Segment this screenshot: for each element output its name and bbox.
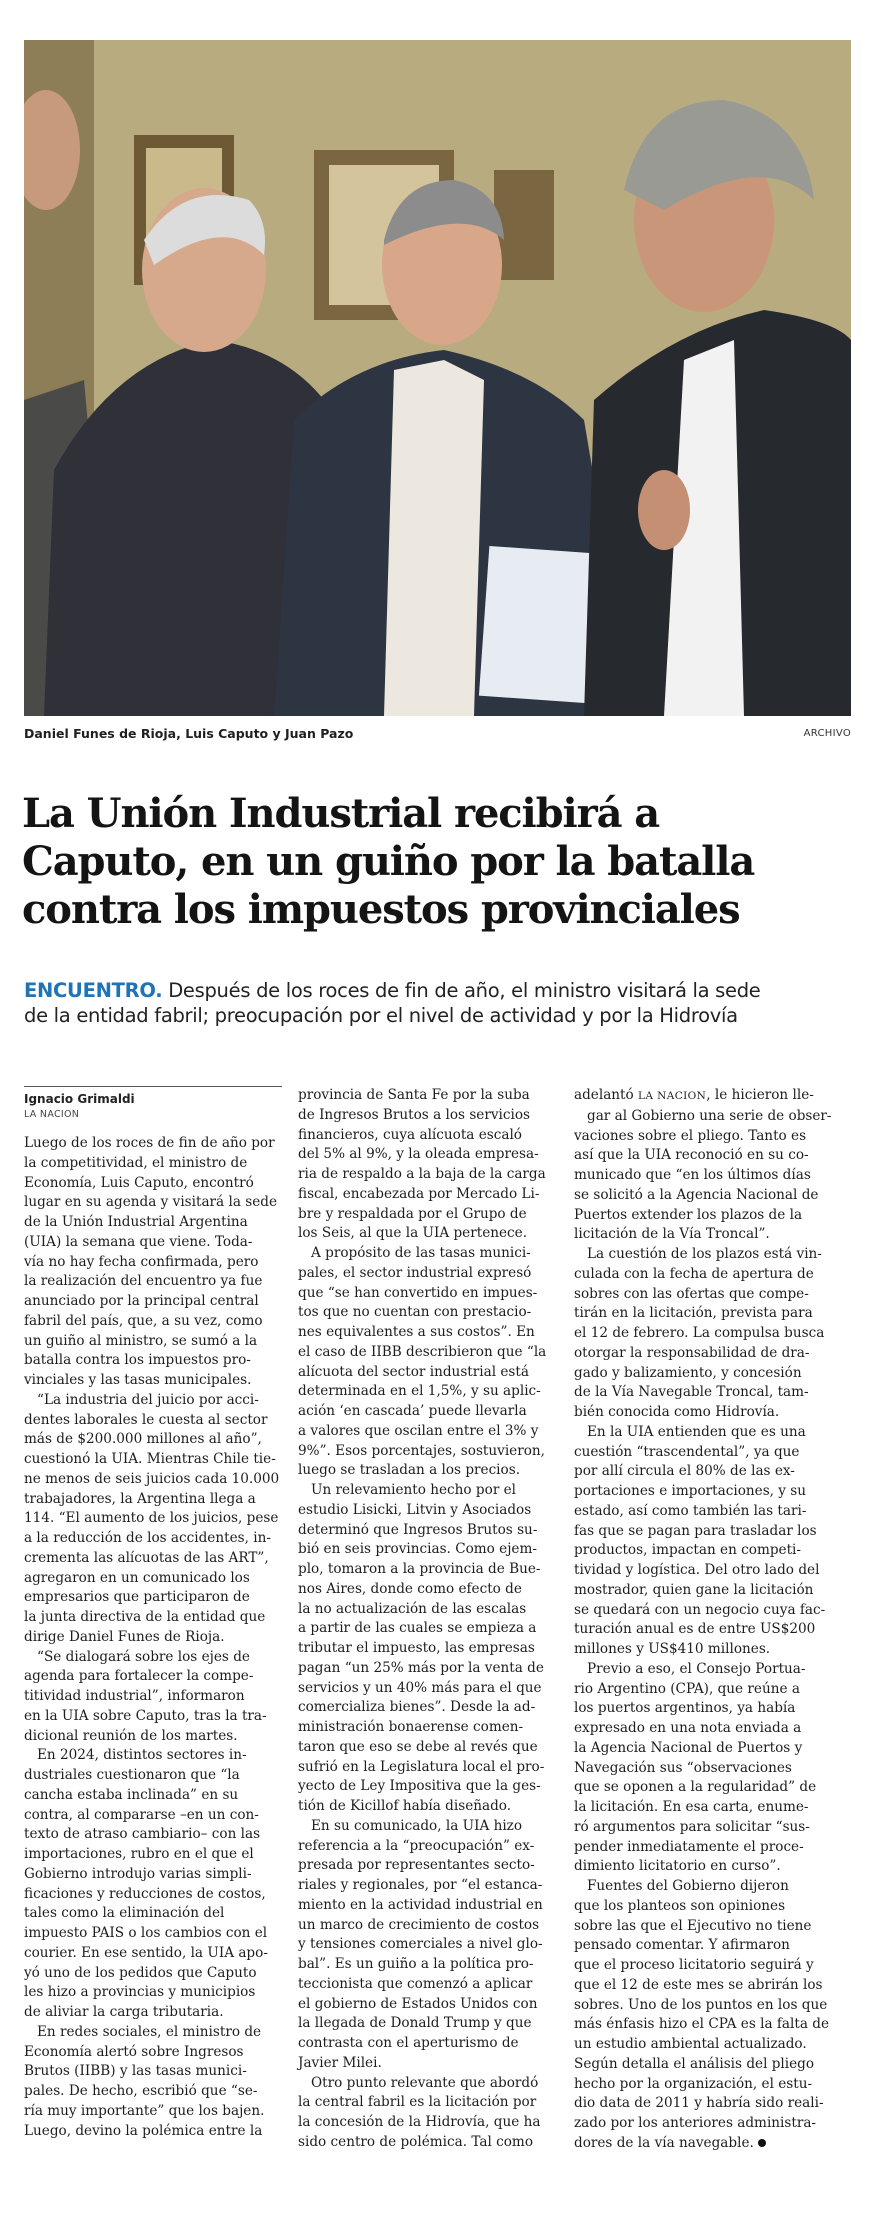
article-column-1 bbox=[24, 1086, 282, 2141]
article-line: dirige Daniel Funes de Rioja. bbox=[24, 1628, 225, 1645]
article-line: provincia de Santa Fe por la suba bbox=[298, 1087, 530, 1103]
article-line: tributar el impuesto, las empresas bbox=[298, 1640, 535, 1656]
article-line: fiscal, encabezada por Mercado Li- bbox=[298, 1185, 540, 1202]
article-line: que los planteos son opiniones bbox=[574, 1897, 786, 1914]
article-line: el gobierno de Estados Unidos con bbox=[298, 1995, 538, 2012]
article-line: nos Aires, donde como efecto de bbox=[298, 1580, 522, 1597]
article-line: pales, el sector industrial expresó bbox=[298, 1264, 532, 1281]
article-line: Economía, Luis Caputo, encontró bbox=[24, 1174, 254, 1191]
article-line: y tensiones comerciales a nivel glo- bbox=[298, 1936, 543, 1953]
article-line: fabril del país, que, a su vez, como bbox=[24, 1312, 263, 1329]
article-line: 114. “El aumento de los juicios, pese bbox=[24, 1510, 279, 1527]
article-line: sido centro de polémica. Tal como bbox=[298, 2133, 534, 2150]
article-line: tirán en la licitación, prevista para bbox=[574, 1305, 813, 1322]
article-line: pagan “un 25% más por la venta de bbox=[298, 1659, 544, 1676]
article-line: luego se trasladan a los precios. bbox=[298, 1462, 521, 1479]
article-line: Otro punto relevante que abordó bbox=[311, 2074, 539, 2091]
article-line: millones y US$410 millones. bbox=[574, 1641, 771, 1657]
article-line: turación anual es de entre US$200 bbox=[574, 1621, 816, 1638]
article-line: la licitación. En esa carta, enume- bbox=[574, 1799, 809, 1815]
article-line: vaciones sobre el pliego. Tanto es bbox=[574, 1127, 807, 1144]
article-line: estado, así como también las tari- bbox=[574, 1502, 807, 1519]
article-line: más énfasis hizo el CPA es la falta de bbox=[574, 2016, 830, 2033]
article-line: la no actualización de las escalas bbox=[298, 1600, 527, 1617]
article-line: teccionista que comenzó a aplicar bbox=[298, 1975, 533, 1992]
article-line: ría muy importante” que los bajen. bbox=[24, 2102, 265, 2119]
article-line: crementa las alícuotas de las ART”, bbox=[24, 1549, 269, 1566]
article-paragraph bbox=[574, 1423, 832, 1660]
article-line: ficaciones y reducciones de costos, bbox=[24, 1885, 266, 1902]
article-line: importaciones, rubro en el que el bbox=[24, 1846, 254, 1862]
headline-line: La Unión Industrial recibirá a bbox=[22, 790, 660, 837]
article-line: 9%”. Esos porcentajes, sostuvieron, bbox=[298, 1442, 545, 1459]
article-line: Economía alertó sobre Ingresos bbox=[24, 2043, 244, 2060]
wall-frame bbox=[494, 170, 554, 280]
end-of-article-mark bbox=[758, 2139, 766, 2147]
article-line: por allí circula el 80% de las ex- bbox=[574, 1463, 795, 1480]
article-line: que “se han convertido en impues- bbox=[298, 1284, 538, 1301]
headline bbox=[22, 790, 852, 934]
article-line: courier. En ese sentido, la UIA apo- bbox=[24, 1944, 268, 1961]
article-line: sufrió en la Legislatura local el pro- bbox=[298, 1758, 545, 1775]
article-line: dio data de 2011 y habría sido reali- bbox=[574, 2095, 824, 2112]
article-line: bió en seis provincias. Como ejem- bbox=[298, 1541, 537, 1558]
article-line: municado que “en los últimos días bbox=[574, 1167, 811, 1183]
headline-line: contra los impuestos provinciales bbox=[22, 886, 740, 933]
article-paragraph bbox=[24, 1134, 282, 1391]
article-line: portaciones e importaciones, y su bbox=[574, 1483, 807, 1499]
article-paragraph bbox=[24, 1391, 282, 1648]
article-line: a partir de las cuales se empieza a bbox=[298, 1620, 537, 1637]
article-line: a la reducción de los accidentes, in- bbox=[24, 1530, 271, 1546]
article-line: la competitividad, el ministro de bbox=[24, 1154, 248, 1171]
article-line: ria de respaldo a la baja de la carga bbox=[298, 1166, 546, 1182]
article-line: tales como la eliminación del bbox=[24, 1905, 225, 1922]
headline-line: Caputo, en un guiño por la batalla bbox=[22, 838, 755, 885]
article-line: fas que se pagan para trasladar los bbox=[574, 1522, 817, 1539]
article-line: les hizo a provincias y municipios bbox=[24, 1984, 256, 2001]
article-column-3 bbox=[574, 1086, 832, 2154]
article-paragraph bbox=[24, 2023, 282, 2142]
article-line: dentes laborales le cuesta al sector bbox=[24, 1411, 268, 1428]
article-line: la concesión de la Hidrovía, que ha bbox=[298, 2114, 541, 2130]
article-line: yecto de Ley Impositiva que la ges- bbox=[298, 1778, 541, 1795]
article-line: En su comunicado, la UIA hizo bbox=[311, 1817, 523, 1834]
article-line: de Ingresos Brutos a los servicios bbox=[298, 1106, 531, 1123]
article-line: la Agencia Nacional de Puertos y bbox=[574, 1739, 803, 1756]
article-line: otorgar la responsabilidad de dra- bbox=[574, 1344, 810, 1361]
article-line: bal”. Es un guiño a la política pro- bbox=[298, 1956, 534, 1972]
article-line: tión de Kicillof había diseñado. bbox=[298, 1798, 512, 1814]
article-line: Brutos (IIBB) y las tasas munici- bbox=[24, 2063, 247, 2080]
article-paragraph bbox=[298, 1086, 556, 1244]
article-line: un marco de crecimiento de costos bbox=[298, 1916, 540, 1933]
article-line: cancha estaba inclinada” en su bbox=[24, 1786, 239, 1803]
article-line: gado y balizamiento, y concesión bbox=[574, 1364, 802, 1381]
article-line: sobre las que el Ejecutivo no tiene bbox=[574, 1917, 812, 1934]
article-line: los puertos argentinos, ya había bbox=[574, 1700, 796, 1717]
article-line: dimiento licitatorio en curso”. bbox=[574, 1858, 781, 1875]
article-line: Según detalla el análisis del pliego bbox=[574, 2055, 815, 2072]
article-line: La cuestión de los plazos está vin- bbox=[587, 1246, 822, 1262]
article-line: miento en la actividad industrial en bbox=[298, 1896, 543, 1913]
article-line: bre y respaldada por el Grupo de bbox=[298, 1205, 527, 1222]
article-line: En redes sociales, el ministro de bbox=[37, 2023, 262, 2040]
article-line: texto de atraso cambiario– con las bbox=[24, 1826, 261, 1843]
article-line: dustriales cuestionaron que “la bbox=[24, 1767, 240, 1783]
article-line: determinó que Ingresos Brutos su- bbox=[298, 1521, 538, 1538]
article-line: que se oponen a la regularidad” de bbox=[574, 1779, 817, 1796]
article-column-2 bbox=[298, 1086, 556, 2153]
article-paragraph bbox=[574, 1660, 832, 1877]
article-line: a valores que oscilan entre el 3% y bbox=[298, 1422, 539, 1439]
article-line: titividad industrial”, informaron bbox=[24, 1688, 245, 1704]
photo-credit: ARCHIVO bbox=[803, 728, 851, 739]
article-line: Javier Milei. bbox=[298, 2054, 382, 2071]
article-paragraph bbox=[298, 1481, 556, 1817]
article-line: plo, tomaron a la provincia de Bue- bbox=[298, 1561, 541, 1577]
article-line: Un relevamiento hecho por el bbox=[311, 1482, 517, 1498]
article-line: lugar en su agenda y visitará la sede bbox=[24, 1194, 278, 1211]
article-line: referencia a la “preocupación” ex- bbox=[298, 1837, 535, 1854]
article-line: Luego, devino la polémica entre la bbox=[24, 2122, 263, 2139]
article-line: servicios y un 40% más para el que bbox=[298, 1679, 542, 1696]
photo-caption-row bbox=[24, 726, 851, 746]
article-line: ne menos de seis juicios cada 10.000 bbox=[24, 1470, 280, 1487]
article-line: adelantó LA NACION, le hicieron lle- bbox=[574, 1087, 814, 1103]
article-line: cuestionó la UIA. Mientras Chile tie- bbox=[24, 1451, 276, 1467]
article-line: “La industria del juicio por acci- bbox=[37, 1391, 259, 1408]
article-line: contrasta con el aperturismo de bbox=[298, 2035, 519, 2051]
article-paragraph bbox=[298, 1244, 556, 1481]
article-line: vinciales y las tasas municipales. bbox=[24, 1372, 252, 1388]
article-line: presada por representantes secto- bbox=[298, 1857, 535, 1874]
article-line: trabajadores, la Argentina llega a bbox=[24, 1490, 256, 1507]
article-line: así que la UIA reconoció en su co- bbox=[574, 1147, 809, 1164]
article-line: “Se dialogará sobre los ejes de bbox=[37, 1648, 250, 1665]
article-line: tividad y logística. Del otro lado del bbox=[574, 1562, 820, 1578]
article-line: de aliviar la carga tributaria. bbox=[24, 2004, 224, 2020]
deck bbox=[24, 978, 854, 1028]
article-line: A propósito de las tasas munici- bbox=[311, 1245, 531, 1261]
article-line: (UIA) la semana que viene. Toda- bbox=[24, 1233, 253, 1250]
article-line: cuestión “trascendental”, ya que bbox=[574, 1443, 800, 1460]
article-line: el caso de IIBB describieron que “la bbox=[298, 1343, 547, 1360]
deck-line: de la entidad fabril; preocupación por el nivel de actividad y por la Hidrovía bbox=[24, 1004, 738, 1027]
article-line: de la Vía Navegable Troncal, tam- bbox=[574, 1384, 809, 1401]
article-line: licitación de la Vía Troncal”. bbox=[574, 1226, 770, 1243]
article-line: determinada en el 1,5%, y su aplic- bbox=[298, 1383, 541, 1400]
source-mention: LA NACION bbox=[638, 1090, 707, 1102]
photo-caption: Daniel Funes de Rioja, Luis Caputo y Juan Pazo bbox=[24, 726, 354, 741]
article-line: Puertos extender los plazos de la bbox=[574, 1206, 803, 1223]
article-paragraph bbox=[24, 1648, 282, 1747]
article-line: alícuota del sector industrial está bbox=[298, 1363, 529, 1380]
article-line: un estudio ambiental actualizado. bbox=[574, 2036, 807, 2052]
article-line: que el 12 de este mes se abrirán los bbox=[574, 1976, 823, 1993]
article-line: Fuentes del Gobierno dijeron bbox=[587, 1878, 789, 1894]
article-line: riales y regionales, por “el estanca- bbox=[298, 1877, 543, 1893]
deck-line: Después de los roces de fin de año, el ministro visitará la sede bbox=[162, 979, 761, 1002]
article-line: batalla contra los impuestos pro- bbox=[24, 1352, 251, 1369]
article-line: ministración bonaerense comen- bbox=[298, 1719, 524, 1735]
article-line: la junta directiva de la entidad que bbox=[24, 1609, 266, 1625]
byline bbox=[24, 1086, 282, 1122]
article-line: se quedará con un negocio cuya fac- bbox=[574, 1601, 826, 1618]
article-line: comercializa bienes”. Desde la ad- bbox=[298, 1699, 536, 1716]
article-line: pender inmediatamente el proce- bbox=[574, 1838, 804, 1855]
article-paragraph bbox=[24, 1746, 282, 2023]
article-line: financieros, cuya alícuota escaló bbox=[298, 1126, 522, 1143]
article-line: ró argumentos para solicitar “sus- bbox=[574, 1818, 810, 1835]
byline-source: LA NACION bbox=[24, 1109, 80, 1120]
article-paragraph bbox=[574, 1107, 832, 1245]
article-line: la central fabril es la licitación por bbox=[298, 2094, 537, 2111]
article-line: de la Unión Industrial Argentina bbox=[24, 1214, 248, 1230]
article-line: sobres con las ofertas que compe- bbox=[574, 1285, 809, 1302]
article-line: Gobierno introdujo varias simpli- bbox=[24, 1865, 252, 1882]
article-line: mostrador, quien gane la licitación bbox=[574, 1581, 814, 1598]
article-line: la llegada de Donald Trump y que bbox=[298, 2015, 532, 2032]
article-line: en la UIA sobre Caputo, tras la tra- bbox=[24, 1707, 267, 1724]
article-line: empresarios que participaron de bbox=[24, 1589, 250, 1606]
article-line: estudio Lisicki, Litvin y Asociados bbox=[298, 1501, 532, 1518]
article-line: contra, al compararse –en un con- bbox=[24, 1806, 259, 1823]
article-line: la realización del encuentro ya fue bbox=[24, 1273, 263, 1290]
article-line: bién conocida como Hidrovía. bbox=[574, 1404, 780, 1420]
article-line: agregaron en un comunicado los bbox=[24, 1569, 250, 1586]
article-line: más de $200.000 millones al año”, bbox=[24, 1431, 262, 1448]
article-line: Navegación sus “observaciones bbox=[574, 1759, 792, 1776]
article-line: pensado comentar. Y afirmaron bbox=[574, 1937, 790, 1954]
article-line: hecho por la organización, el estu- bbox=[574, 2075, 813, 2092]
byline-author: Ignacio Grimaldi bbox=[24, 1092, 135, 1106]
deck-kicker: ENCUENTRO. bbox=[24, 979, 163, 1002]
article-line: se solicitó a la Agencia Nacional de bbox=[574, 1186, 819, 1203]
article-line: zado por los anteriores administra- bbox=[574, 2115, 817, 2131]
article-line: ación ‘en cascada’ puede llevarla bbox=[298, 1403, 527, 1419]
article-line: Previo a eso, el Consejo Portua- bbox=[587, 1660, 806, 1677]
article-line: impuesto PAIS o los cambios con el bbox=[24, 1925, 268, 1941]
article-line: agenda para fortalecer la compe- bbox=[24, 1668, 254, 1685]
article-paragraph bbox=[574, 1245, 832, 1423]
photo-illustration bbox=[24, 40, 851, 716]
article-line: gar al Gobierno una serie de obser- bbox=[587, 1107, 832, 1124]
article-line: productos, impactan en competi- bbox=[574, 1542, 801, 1559]
article-line: taron que eso se debe al revés que bbox=[298, 1738, 538, 1755]
news-photo bbox=[24, 40, 851, 716]
article-line: anunciado por la principal central bbox=[24, 1293, 259, 1309]
article-line: un guiño al ministro, se sumó a la bbox=[24, 1332, 258, 1349]
article-line: Luego de los roces de fin de año por bbox=[24, 1135, 275, 1151]
article-line: En 2024, distintos sectores in- bbox=[37, 1747, 247, 1764]
article-line: los Seis, al que la UIA pertenece. bbox=[298, 1225, 528, 1242]
article-line: culada con la fecha de apertura de bbox=[574, 1265, 814, 1282]
article-line: vía no hay fecha confirmada, pero bbox=[24, 1253, 259, 1270]
article-paragraph bbox=[298, 1817, 556, 2074]
article-line: nes equivalentes a sus costos”. En bbox=[298, 1324, 535, 1340]
article-paragraph bbox=[574, 1877, 832, 2154]
article-line: pales. De hecho, escribió que “se- bbox=[24, 2083, 258, 2099]
article-line: yó uno de los pedidos que Caputo bbox=[24, 1964, 257, 1981]
article-line: rio Argentino (CPA), que reúne a bbox=[574, 1680, 800, 1697]
article-line: En la UIA entienden que es una bbox=[587, 1423, 806, 1440]
article-line: tos que no cuentan con prestacio- bbox=[298, 1304, 532, 1321]
article-line: dores de la vía navegable. bbox=[574, 2134, 832, 2154]
article-line: el 12 de febrero. La compulsa busca bbox=[574, 1325, 825, 1341]
article-line: que el proceso licitatorio seguirá y bbox=[574, 1957, 814, 1973]
article-line: del 5% al 9%, y la oleada empresa- bbox=[298, 1146, 539, 1163]
article-paragraph bbox=[298, 2074, 556, 2153]
article-line: sobres. Uno de los puntos en los que bbox=[574, 1996, 828, 2013]
article-line: expresado en una nota enviada a bbox=[574, 1720, 802, 1736]
article-line: dicional reunión de los martes. bbox=[24, 1727, 238, 1744]
